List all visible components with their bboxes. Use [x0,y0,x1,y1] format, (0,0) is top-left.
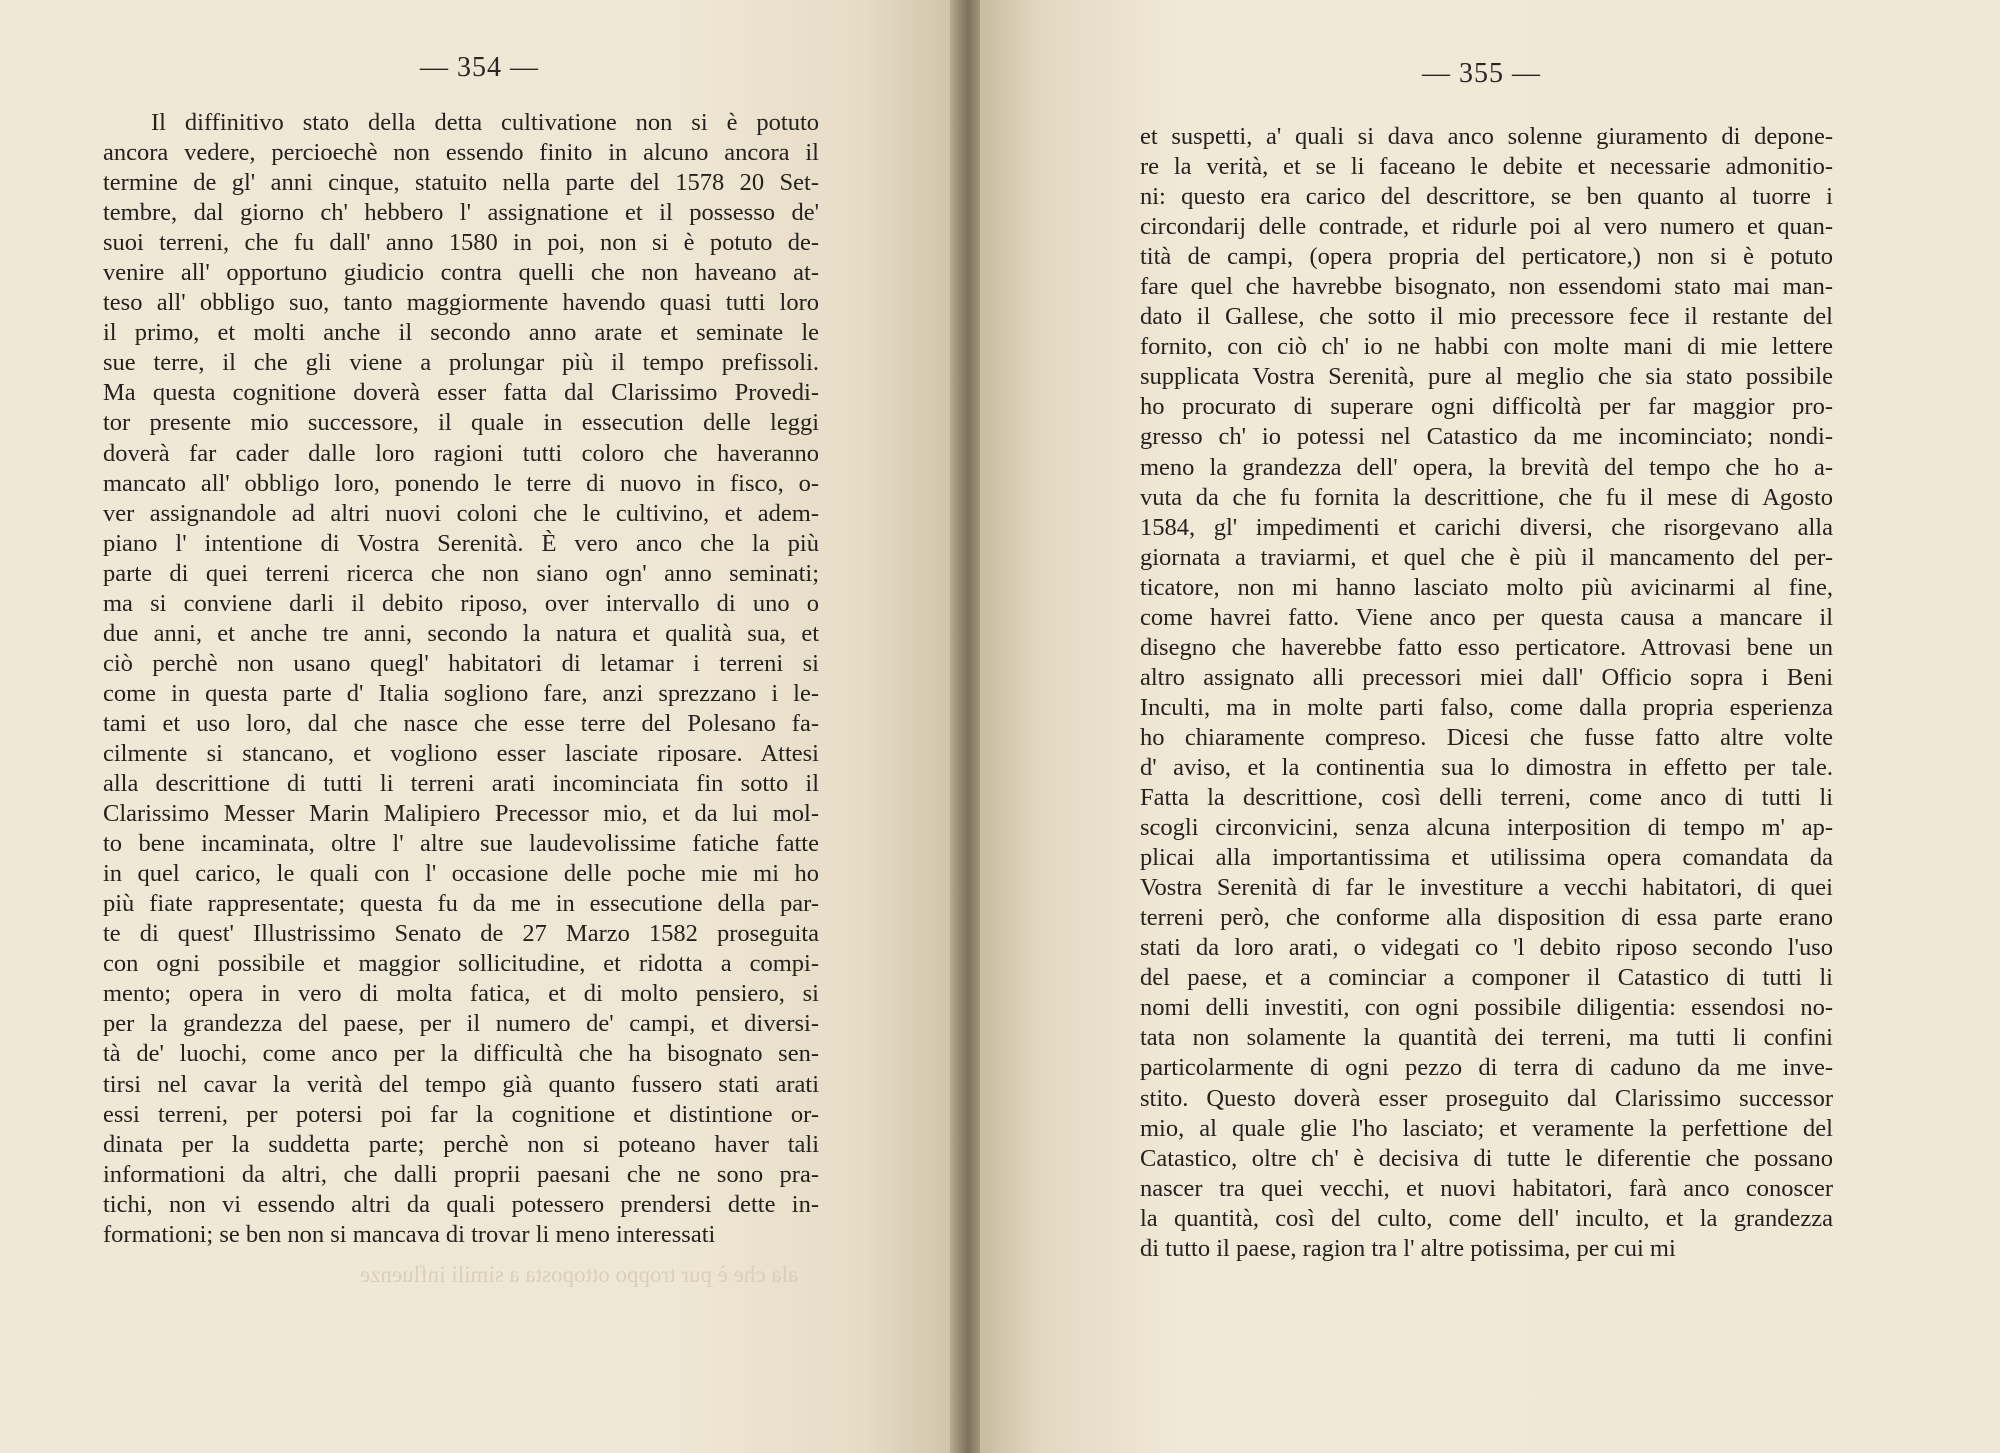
text-line: to bene incaminata, oltre l' altre sue laudevolissime fatiche fatte [103,830,819,858]
text-line: ma si conviene darli il debito riposo, over intervallo di uno o [103,589,819,617]
text-line: stito. Questo doverà esser proseguito dal Clarissimo successor [1140,1084,1833,1112]
text-line: scogli circonvicini, senza alcuna interposition di tempo m' ap- [1140,814,1833,842]
text-line: d' aviso, et la continentia sua lo dimostra in effetto per tale. [1140,753,1833,781]
show-through-text: ala che è pur troppo ottoposta a simili influenze [360,1262,799,1287]
text-line: essi terreni, per potersi poi far la cognitione et distintione or- [103,1100,819,1128]
text-line: Ma questa cognitione doverà esser fatta dal Clarissimo Provedi- [103,379,819,407]
text-line: tata non solamente la quantità dei terreni, ma tutti li confini [1140,1024,1833,1052]
text-line: tirsi nel cavar la verità del tempo già quanto fussero stati arati [103,1070,819,1098]
text-line: termine de gl' anni cinque, statuito nella parte del 1578 20 Set- [103,169,819,197]
text-line: particolarmente di ogni pezzo di terra di caduno da me inve- [1140,1054,1833,1082]
text-line: giornata a traviarmi, et quel che è più il mancamento del per- [1140,543,1833,571]
text-line: tami et uso loro, dal che nasce che esse terre del Polesano fa- [103,709,819,737]
text-line: due anni, et anche tre anni, secondo la natura et qualità sua, et [103,619,819,647]
text-line: circondarij delle contrade, et ridurle poi al vero numero et quan- [1140,213,1833,241]
text-line: ciò perchè non usano quegl' habitatori di letamar i terreni si [103,649,819,677]
text-line: disegno che haverebbe fatto esso perticatore. Attrovasi bene un [1140,633,1833,661]
text-line: mento; opera in vero di molta fatica, et di molto pensiero, si [103,980,819,1008]
text-line: tichi, non vi essendo altri da quali potessero prendersi dette in- [103,1190,819,1218]
text-line: per la grandezza del paese, per il numero de' campi, et diversi- [103,1010,819,1038]
text-line: gresso ch' io potessi nel Catastico da me incominciato; nondi- [1140,423,1833,451]
right-page-text [1140,122,1833,1264]
text-line: terreni però, che conforme alla disposition di essa parte erano [1140,904,1833,932]
text-line: nascer tra quei vecchi, et nuovi habitatori, farà anco conoscer [1140,1174,1833,1202]
text-line: come havrei fatto. Viene anco per questa causa a mancare il [1140,603,1833,631]
text-line: suoi terreni, che fu dall' anno 1580 in poi, non si è potuto de- [103,229,819,257]
text-line: parte di quei terreni ricerca che non siano ogn' anno seminati; [103,559,819,587]
left-page [0,0,960,1453]
text-line: dato il Gallese, che sotto il mio precessore fece il restante del [1140,303,1833,331]
text-line: mio, al quale glie l'ho lasciato; et veramente la perfettione del [1140,1114,1833,1142]
text-line: te di quest' Illustrissimo Senato de 27 Marzo 1582 proseguita [103,920,819,948]
text-line: del paese, et a cominciar a componer il Catastico di tutti li [1140,964,1833,992]
text-line: tembre, dal giorno ch' hebbero l' assignatione et il possesso de' [103,199,819,227]
text-line: fare quel che havrebbe bisognato, non essendomi stato mai man- [1140,273,1833,301]
text-line: ticatore, non mi hanno lasciato molto più avicinarmi al fine, [1140,573,1833,601]
text-line: ancora vedere, percioechè non essendo finito in alcuno ancora il [103,139,819,167]
text-line: fornito, con ciò ch' io ne habbi con molte mani di mie lettere [1140,333,1833,361]
text-line: dinata per la suddetta parte; perchè non si poteano haver tali [103,1130,819,1158]
text-line: alla descrittione di tutti li terreni arati incominciata fin sotto il [103,770,819,798]
right-page [980,0,2000,1453]
text-line: formationi; se ben non si mancava di trovar li meno interessati [103,1220,716,1248]
text-line: ver assignandole ad altri nuovi coloni che le cultivino, et adem- [103,499,819,527]
text-line: come in questa parte d' Italia sogliono fare, anzi sprezzano i le- [103,679,819,707]
text-line: 1584, gl' impedimenti et carichi diversi, che risorgevano alla [1140,513,1833,541]
text-line: Inculti, ma in molte parti falso, come dalla propria esperienza [1140,693,1833,721]
text-line: sue terre, il che gli viene a prolungar più il tempo prefissoli. [103,349,819,377]
text-line: tità de campi, (opera propria del perticatore,) non si è potuto [1140,243,1833,271]
text-line: cilmente si stancano, et vogliono esser lasciate riposare. Attesi [103,739,819,767]
text-line: più fiate rappresentate; questa fu da me in essecutione della par- [103,890,819,918]
text-line: stati da loro arati, o videgati co 'l debito riposo secondo l'uso [1140,934,1833,962]
text-line: ho chiaramente compreso. Dicesi che fusse fatto altre volte [1140,723,1833,751]
text-line: Clarissimo Messer Marin Malipiero Precessor mio, et da lui mol- [103,800,819,828]
text-line: informationi da altri, che dalli proprii paesani che ne sono pra- [103,1160,819,1188]
text-line: tà de' luochi, come anco per la difficultà che ha bisognato sen- [103,1040,819,1068]
text-line: il primo, et molti anche il secondo anno arate et seminate le [103,319,819,347]
text-line: Il diffinitivo stato della detta cultivatione non si è potuto [151,109,819,136]
text-line: meno la grandezza dell' opera, la brevità del tempo che ho a- [1140,453,1833,481]
text-line: Catastico, oltre ch' è decisiva di tutte le diferentie che possano [1140,1144,1833,1172]
text-line: venire all' opportuno giudicio contra quelli che non haveano at- [103,259,819,287]
text-line: con ogni possibile et maggior sollicitudine, et ridotta a compi- [103,950,819,978]
left-page-text [103,108,819,1250]
text-line: Vostra Serenità di far le investiture a vecchi habitatori, di quei [1140,874,1833,902]
text-line: in quel carico, le quali con l' occasione delle poche mie mi ho [103,860,819,888]
text-line: piano l' intentione di Vostra Serenità. È vero anco che la più [103,529,819,557]
text-line: plicai alla importantissima et utilissima opera comandata da [1140,844,1833,872]
text-line: et suspetti, a' quali si dava anco solenne giuramento di depone- [1140,123,1833,150]
text-line: tor presente mio successore, il quale in essecution delle leggi [103,409,819,437]
text-line: Fatta la descrittione, così delli terreni, come anco di tutti li [1140,784,1833,812]
text-line: mancato all' obbligo loro, ponendo le terre di nuovo in fisco, o- [103,469,819,497]
text-line: ni: questo era carico del descrittore, se ben quanto al tuorre i [1140,183,1833,211]
text-line: altro assignato alli precessori miei dall' Officio sopra i Beni [1140,663,1833,691]
text-line: la quantità, così del culto, come dell' inculto, et la grandezza [1140,1204,1833,1232]
text-line: re la verità, et se li faceano le debite et necessarie admonitio- [1140,153,1833,181]
text-line: ho procurato di superare ogni difficoltà per far maggior pro- [1140,393,1833,421]
page-number-354: — 354 — [420,52,539,83]
page-number-355: — 355 — [1422,58,1541,89]
text-line: di tutto il paese, ragion tra l' altre potissima, per cui mi [1140,1234,1676,1262]
text-line: supplicata Vostra Serenità, pure al meglio che sia stato possibile [1140,363,1833,391]
text-line: teso all' obbligo suo, tanto maggiormente havendo quasi tutti loro [103,289,819,317]
text-line: doverà far cader dalle loro ragioni tutti coloro che haveranno [103,439,819,467]
text-line: vuta da che fu fornita la descrittione, che fu il mese di Agosto [1140,483,1833,511]
text-line: nomi delli investiti, con ogni possibile diligentia: essendosi no- [1140,994,1833,1022]
